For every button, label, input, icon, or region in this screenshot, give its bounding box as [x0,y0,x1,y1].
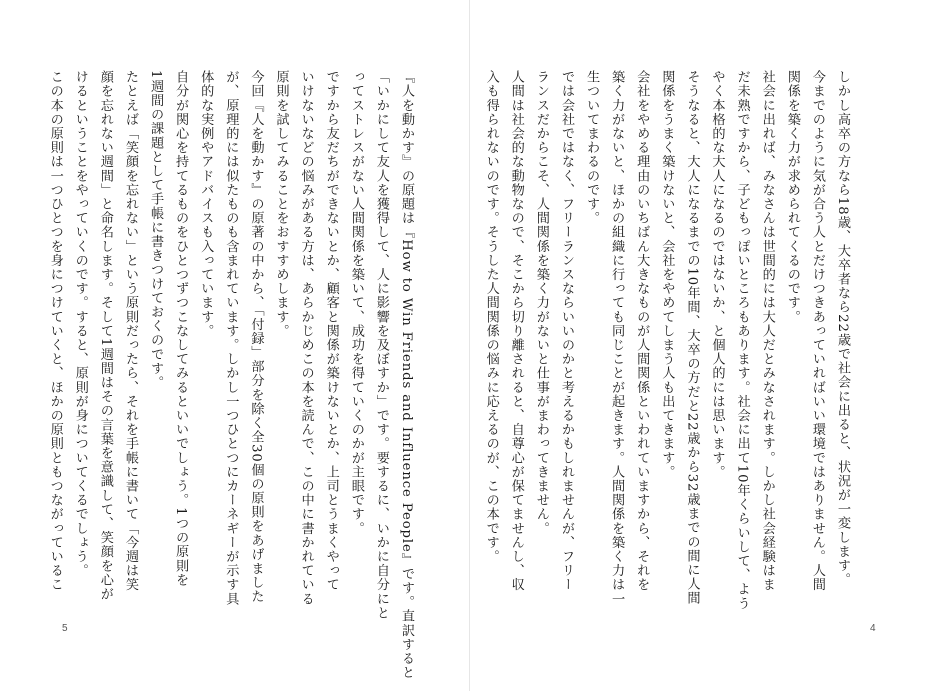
body-line: 会社をやめる理由のいちばん大きなものが人間関係といわれていますから、それを [634,70,650,592]
body-line: ランスだからこそ、人間関係を築く力がないと仕事がまわってきません。 [533,70,549,536]
right-page [470,0,940,691]
body-line: 築く力がないと、ほかの組織に行っても同じことが起きます。人間関係を築く力は一 [609,70,625,606]
page-number: 4 [870,623,876,634]
body-line: 1週間の課題として手帳に書きつけておくのです。 [148,70,164,390]
body-line: 顔を忘れない週間」と命名します。そして1週間はその言葉を意識して、笑顔を心が [97,70,113,601]
body-line: 関係を築く力が求められてくるのです。 [784,70,800,324]
body-line: しかし高卒の方なら18歳、大卒者なら22歳で社会に出ると、状況が一変します。 [835,70,850,587]
body-line: 「いかにして友人を獲得して、人に影響を及ぼすか」です。要するに、いかに自分にと [373,70,389,620]
body-line: では会社ではなく、フリーランスならいいのかと考えるかもしれませんが、フリー [558,70,574,592]
body-line: 『人を動かす』の原題は『How to Win Friends and Influence People』です。直訳すると [399,70,414,680]
body-line: 自分が関心を持てるものをひとつずつこなしてみるといいでしょう。1つの原則を [173,70,189,587]
page-number: 5 [62,623,68,634]
body-line: 今までのように気が合う人とだけつきあっていればいい環境ではありません。人間 [809,70,825,592]
body-line: 人間は社会的な動物なので、そこから切り離されると、自尊心が保てませんし、収 [508,70,524,592]
body-line: そうなると、大人になるまでの10年間、大卒の方だと22歳から32歳までの間に人間 [684,70,700,606]
body-line: だ未熟ですから、子どもっぽいところもあります。社会に出て10年くらいして、よう [734,70,750,611]
body-line: やく本格的な大人になるのではないか、と個人的には思います。 [709,70,725,479]
body-line: この本の原則は一つひとつを身につけていくと、ほかの原則ともつながっているこ [47,70,63,592]
body-line: 生ついてまわるのです。 [584,70,600,226]
body-line: たとえば「笑顔を忘れない」という原則だったら、それを手帳に書いて「今週は笑 [122,70,138,592]
body-line: が、原理的には似たものも含まれています。しかし一つひとつにカーネギーが示す具 [223,70,239,606]
body-line: 社会に出れば、みなさんは世間的には大人だとみなされます。しかし社会経験はま [759,70,775,592]
left-page-body [47,70,419,680]
right-page-body [483,70,855,611]
body-line: ってストレスがない人間関係を築いて、成功を得ていくのかが主眼です。 [348,70,364,536]
body-line: 原則を試してみることをおすすめします。 [273,70,289,338]
body-line: けるということをやっていくのです。すると、原則が身についてくるでしょう。 [72,70,88,578]
body-line: ですから友だちができないとか、顧客と関係が築けないとか、上司とうまくやって [323,70,339,592]
body-line: 入も得られないのです。そうした人間関係の悩みに応えるのが、この本です。 [483,70,499,564]
body-line: 体的な実例やアドバイスも入っています。 [198,70,214,338]
body-line: 関係をうまく築けないと、会社をやめてしまう人も出てきます。 [659,70,675,479]
body-line: 今回『人を動かす』の原著の中から、「付録」部分を除く全30個の原則をあげました [248,70,264,604]
body-line: いけないなどの悩みがある方は、あらかじめこの本を読んで、この中に書かれている [298,70,314,606]
